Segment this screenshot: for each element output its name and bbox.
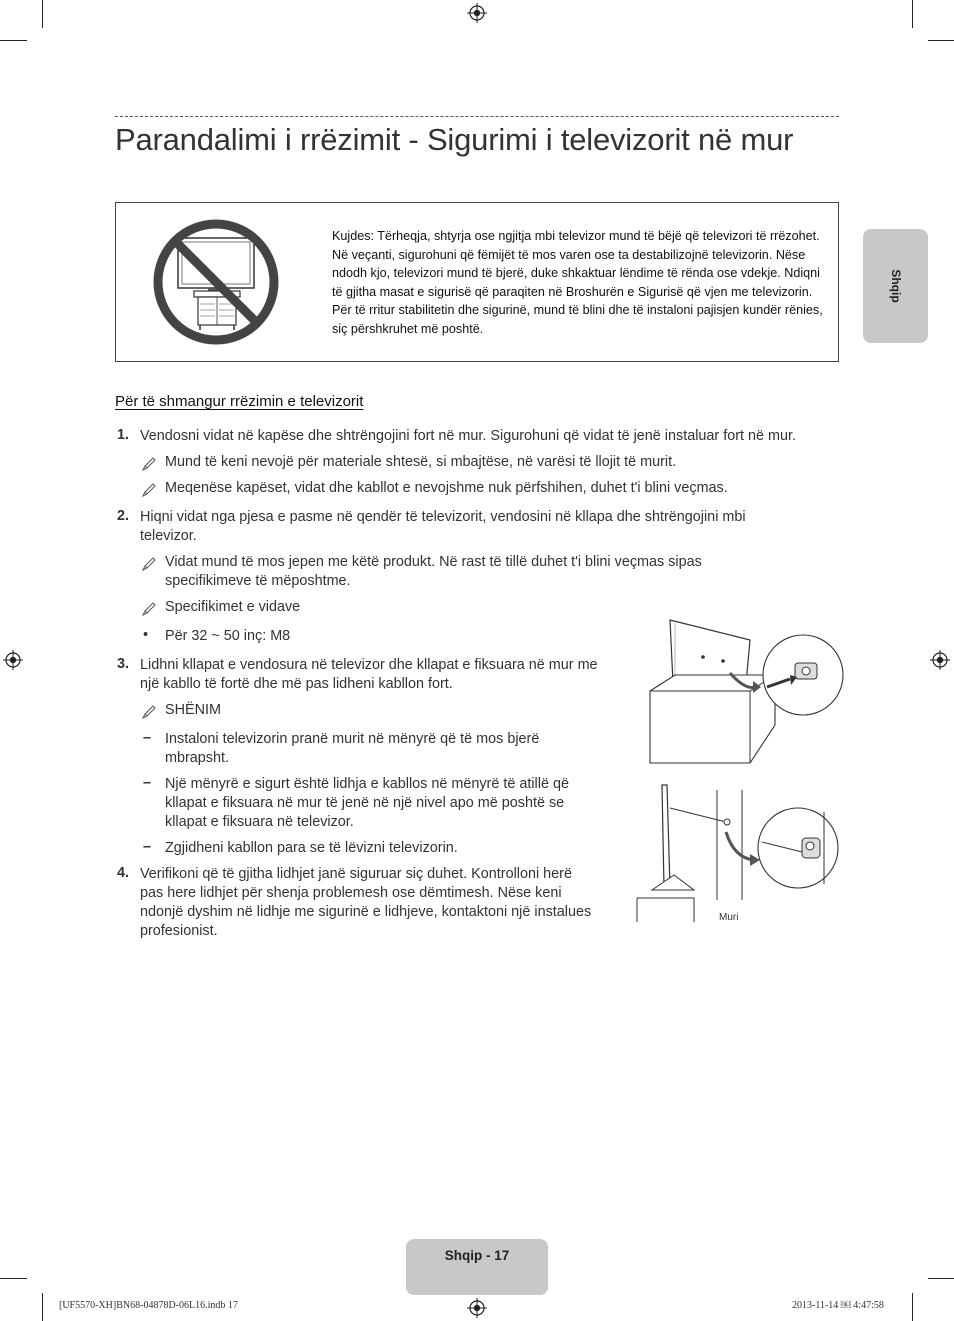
step-text: Vendosni vidat në kapëse dhe shtrëngojini fort në mur. Sigurohuni që vidat të jenë instaluar fort në mur. [140, 428, 796, 444]
figure-wall-label: Muri [719, 912, 739, 923]
note-pencil-icon [141, 704, 157, 720]
language-side-tab [863, 229, 928, 343]
step-number: 3. [117, 656, 130, 672]
note-label: SHËNIM [165, 702, 221, 718]
note-pencil-icon [141, 556, 157, 572]
registration-mark-icon [467, 1298, 487, 1318]
registration-mark-icon [930, 650, 950, 670]
note-pencil-icon [141, 456, 157, 472]
crop-mark [0, 40, 27, 41]
crop-mark [912, 0, 913, 28]
step-number: 1. [117, 427, 130, 443]
no-tv-on-furniture-icon [150, 216, 282, 348]
warning-text: Kujdes: Tërheqja, shtyrja ose ngjitja mbi televizor mund të bëjë që televizori të rrëzohet. Në veçanti, sigurohuni që fëmijët të mos varen ose ta destabilizojnë televizorin. Nëse ndodh kjo, televizori mund të bjerë, duke shkaktuar lëndime të rënda ose vdekje. Ndiqni të gjitha masat e sigurisë që paraqiten në Broshurën e Sigurisë që vjen me televizorin. Për të rritur stabilitetin dhe sigurinë, mund të blini dhe të instaloni pajisjen kundër rënies, siç përshkruhet më poshtë. [332, 229, 823, 336]
step-text: Hiqni vidat nga pjesa e pasme në qendër të televizorit, vendosini në kllapa dhe shtrëngojini mbi televizor. [140, 509, 746, 544]
page-number: Shqip - 17 [444, 1248, 510, 1263]
dash-text: Një mënyrë e sigurt është lidhja e kabllos në mënyrë të atillë që kllapat e fiksuara në mur të jenë në një nivel apo më poshtë se kllapat e fiksuara në televizor. [165, 776, 569, 830]
dash-text: Instaloni televizorin pranë murit në mënyrë që të mos bjerë mbrapsht. [165, 731, 540, 766]
registration-mark-icon [3, 650, 23, 670]
side-tab-label: Shqip [888, 269, 903, 303]
bullet-marker: • [143, 627, 149, 643]
bullet-text: Për 32 ~ 50 inç: M8 [165, 628, 291, 644]
note-pencil-icon [141, 601, 157, 617]
section-heading: Për të shmangur rrëzimin e televizorit [115, 393, 364, 410]
registration-mark-icon [467, 3, 487, 23]
note-text: Meqenëse kapëset, vidat dhe kabllot e nevojshme nuk përfshihen, duhet t'i blini veçmas. [165, 480, 728, 496]
tv-bracket-illustration [645, 615, 845, 765]
crop-mark [42, 0, 43, 28]
dash-marker: – [143, 730, 152, 746]
print-file-info: [UF5570-XH]BN68-04878D-06L16.indb 17 [59, 1300, 238, 1311]
crop-mark [0, 1278, 27, 1279]
crop-mark [42, 1293, 43, 1321]
note-text: Vidat mund të mos jepen me këtë produkt. Në rast të tillë duhet t'i blini veçmas sipas specifikimeve të mëposhtme. [165, 554, 702, 589]
print-date-info: 2013-11-14 ￼ 4:47:58 [792, 1300, 884, 1311]
dash-text: Zgjidheni kabllon para se të lëvizni televizorin. [165, 840, 458, 856]
crop-mark [928, 40, 954, 41]
page-footer-tab [406, 1239, 548, 1295]
crop-mark [928, 1278, 954, 1279]
tv-wall-illustration [634, 780, 844, 922]
note-text: Specifikimet e vidave [165, 599, 301, 615]
page-title: Parandalimi i rrëzimit - Sigurimi i televizorit në mur [115, 122, 794, 157]
step-number: 4. [117, 865, 130, 881]
step-text: Verifikoni që të gjitha lidhjet janë siguruar siç duhet. Kontrolloni herë pas here lidhjet për shenja problemesh ose dëmtimesh. Nëse keni ndonjë dyshim në lidhje me sigurinë e lidhjeve, kontaktoni një instalues profesionist. [140, 866, 592, 939]
note-text: Mund të keni nevojë për materiale shtesë, si mbajtëse, në varësi të llojit të murit. [165, 454, 677, 470]
dash-marker: – [143, 839, 152, 855]
title-rule [115, 116, 839, 117]
dash-marker: – [143, 775, 152, 791]
crop-mark [912, 1293, 913, 1321]
step-text: Lidhni kllapat e vendosura në televizor dhe kllapat e fiksuara në mur me një kabllo të fortë dhe më pas lidheni kabllon fort. [140, 657, 598, 692]
note-pencil-icon [141, 482, 157, 498]
step-number: 2. [117, 508, 130, 524]
